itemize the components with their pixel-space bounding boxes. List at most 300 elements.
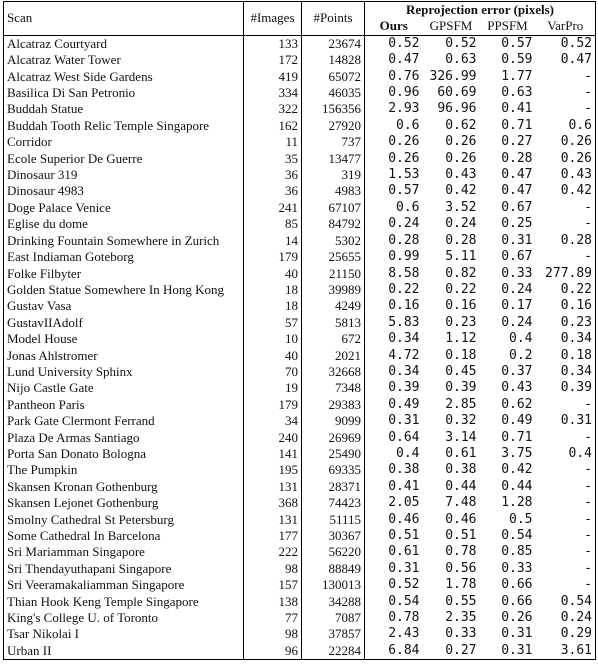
error-ppsfm-cell: 0.31 <box>501 626 533 642</box>
table-row <box>4 413 596 429</box>
error-varpro-cell: 0.52 <box>536 35 596 52</box>
images-count-cell: 141 <box>244 446 302 462</box>
scan-name-cell: Some Cathedral In Barcelona <box>4 528 244 544</box>
images-count-cell: 14 <box>244 233 302 249</box>
error-varpro-cell: 0.24 <box>536 610 596 626</box>
points-count-cell: 130013 <box>302 577 365 593</box>
points-count-cell: 46035 <box>302 85 365 101</box>
scan-name-cell: Sri Thendayuthapani Singapore <box>4 561 244 577</box>
table-row <box>4 479 596 495</box>
error-ours-cell: 0.78 <box>388 610 420 626</box>
error-varpro-cell: - <box>536 544 596 560</box>
scan-name-cell: East Indiaman Goteborg <box>4 249 244 265</box>
error-gpsfm-cell: 0.22 <box>445 281 477 297</box>
scan-name-cell: Basilica Di San Petronio <box>4 85 244 101</box>
error-ours-cell: 0.6 <box>396 199 420 215</box>
error-gpsfm-cell: 2.35 <box>445 610 477 626</box>
images-count-cell: 138 <box>244 594 302 610</box>
scan-name-cell: Park Gate Clermont Ferrand <box>4 413 244 429</box>
points-count-cell: 39989 <box>302 282 365 298</box>
error-ppsfm-cell: 0.66 <box>501 577 533 593</box>
points-count-cell: 88849 <box>302 561 365 577</box>
error-gpsfm-cell: 0.28 <box>445 232 477 248</box>
points-count-cell: 56220 <box>302 544 365 560</box>
table-row <box>4 183 596 199</box>
error-gpsfm-cell: 0.33 <box>445 626 477 642</box>
error-ppsfm-cell: 0.33 <box>501 560 533 576</box>
points-count-cell: 21150 <box>302 266 365 282</box>
error-varpro-cell: - <box>536 249 596 265</box>
images-count-cell: 222 <box>244 544 302 560</box>
scan-name-cell: Sri Veeramakaliamman Singapore <box>4 577 244 593</box>
error-varpro-cell: 0.18 <box>536 348 596 364</box>
error-ppsfm-cell: 3.75 <box>501 445 533 461</box>
error-varpro-cell: - <box>536 528 596 544</box>
points-count-cell: 67107 <box>302 200 365 216</box>
scan-name-cell: Model House <box>4 331 244 347</box>
error-gpsfm-cell: 0.32 <box>445 413 477 429</box>
scan-name-cell: Ecole Superior De Guerre <box>4 151 244 167</box>
images-count-cell: 98 <box>244 626 302 642</box>
table-row <box>4 52 596 68</box>
error-ours-cell: 2.05 <box>388 495 420 511</box>
scan-name-cell: Alcatraz Water Tower <box>4 52 244 68</box>
error-ppsfm-cell: 0.47 <box>501 167 533 183</box>
error-ours-cell: 4.72 <box>388 347 420 363</box>
error-gpsfm-cell: 0.44 <box>445 478 477 494</box>
error-ppsfm-cell: 0.33 <box>501 265 533 281</box>
error-ours-cell: 0.99 <box>388 249 420 265</box>
table-row <box>4 85 596 101</box>
error-varpro-cell: 0.22 <box>536 282 596 298</box>
error-ours-cell: 0.38 <box>388 462 420 478</box>
error-ours-cell: 0.52 <box>388 577 420 593</box>
error-gpsfm-cell: 0.45 <box>445 363 477 379</box>
error-varpro-cell: - <box>536 69 596 85</box>
error-gpsfm-cell: 0.55 <box>445 593 477 609</box>
error-varpro-cell: 0.42 <box>536 183 596 199</box>
error-ppsfm-cell: 0.27 <box>501 134 533 150</box>
table-row <box>4 118 596 134</box>
error-gpsfm-cell: 0.42 <box>445 183 477 199</box>
error-ours-cell: 0.57 <box>388 183 420 199</box>
error-ours-cell: 6.84 <box>365 643 423 660</box>
error-ppsfm-cell: 0.28 <box>501 150 533 166</box>
error-ppsfm-cell: 0.71 <box>501 117 533 133</box>
table-row <box>4 69 596 85</box>
error-ppsfm-cell: 0.24 <box>501 281 533 297</box>
table-row <box>4 282 596 298</box>
images-count-cell: 177 <box>244 528 302 544</box>
images-count-cell: 36 <box>244 167 302 183</box>
images-count-cell: 172 <box>244 52 302 68</box>
error-gpsfm-cell: 0.26 <box>445 134 477 150</box>
scan-name-cell: Skansen Lejonet Gothenburg <box>4 495 244 511</box>
error-varpro-cell: 0.16 <box>536 298 596 314</box>
points-count-cell: 74423 <box>302 495 365 511</box>
points-count-cell: 84792 <box>302 216 365 232</box>
error-varpro-cell: - <box>536 430 596 446</box>
error-varpro-cell: 0.26 <box>536 134 596 150</box>
error-gpsfm-cell: 0.52 <box>423 35 480 52</box>
error-varpro-cell: 0.34 <box>536 331 596 347</box>
scan-name-cell: Alcatraz West Side Gardens <box>4 69 244 85</box>
error-ppsfm-cell: 0.67 <box>501 199 533 215</box>
error-gpsfm-cell: 0.63 <box>445 52 477 68</box>
scan-name-cell: Doge Palace Venice <box>4 200 244 216</box>
images-count-cell: 322 <box>244 101 302 117</box>
error-ours-cell: 0.41 <box>388 478 420 494</box>
points-count-cell: 22284 <box>302 643 365 660</box>
table-row <box>4 348 596 364</box>
error-gpsfm-cell: 0.62 <box>445 117 477 133</box>
table-body <box>4 35 596 659</box>
images-count-cell: 131 <box>244 512 302 528</box>
error-ours-cell: 0.34 <box>388 331 420 347</box>
error-ours-cell: 0.24 <box>388 216 420 232</box>
images-count-cell: 10 <box>244 331 302 347</box>
scan-name-cell: Dinosaur 319 <box>4 167 244 183</box>
error-varpro-cell: - <box>536 577 596 593</box>
error-varpro-cell: 0.47 <box>536 52 596 68</box>
images-count-cell: 36 <box>244 183 302 199</box>
points-count-cell: 13477 <box>302 151 365 167</box>
scan-name-cell: King's College U. of Toronto <box>4 610 244 626</box>
table-row <box>4 298 596 314</box>
images-count-cell: 18 <box>244 298 302 314</box>
error-ppsfm-cell: 0.62 <box>501 396 533 412</box>
points-count-cell: 9099 <box>302 413 365 429</box>
error-ours-cell: 0.26 <box>388 134 420 150</box>
error-varpro-cell: 0.34 <box>536 364 596 380</box>
header-method-varpro: VarPro <box>536 18 596 35</box>
points-count-cell: 4983 <box>302 183 365 199</box>
error-ppsfm-cell: 0.63 <box>501 85 533 101</box>
images-count-cell: 162 <box>244 118 302 134</box>
error-ppsfm-cell: 0.44 <box>501 478 533 494</box>
table-row <box>4 101 596 117</box>
table-row <box>4 35 596 52</box>
scan-name-cell: Nijo Castle Gate <box>4 380 244 396</box>
error-ours-cell: 0.51 <box>388 528 420 543</box>
points-count-cell: 25490 <box>302 446 365 462</box>
points-count-cell: 51115 <box>302 512 365 528</box>
scan-name-cell: Smolny Cathedral St Petersburg <box>4 512 244 528</box>
table-row <box>4 380 596 396</box>
error-gpsfm-cell: 3.14 <box>445 429 477 445</box>
scan-name-cell: Thian Hook Keng Temple Singapore <box>4 594 244 610</box>
error-gpsfm-cell: 0.56 <box>445 560 477 576</box>
images-count-cell: 98 <box>244 561 302 577</box>
error-gpsfm-cell: 3.52 <box>445 199 477 215</box>
error-ours-cell: 2.93 <box>388 101 420 117</box>
error-varpro-cell: - <box>536 512 596 528</box>
error-ours-cell: 0.46 <box>388 511 420 527</box>
error-ppsfm-cell: 0.31 <box>501 232 533 248</box>
error-varpro-cell: - <box>536 101 596 117</box>
scan-name-cell: Dinosaur 4983 <box>4 183 244 199</box>
error-ours-cell: 8.58 <box>388 265 420 281</box>
error-ppsfm-cell: 0.49 <box>501 413 533 429</box>
points-count-cell: 4249 <box>302 298 365 314</box>
error-ours-cell: 0.22 <box>388 281 420 297</box>
error-ours-cell: 0.16 <box>388 298 420 314</box>
points-count-cell: 69335 <box>302 462 365 478</box>
error-ppsfm-cell: 0.25 <box>501 216 533 232</box>
images-count-cell: 419 <box>244 69 302 85</box>
error-varpro-cell: - <box>536 200 596 216</box>
table-row <box>4 216 596 232</box>
images-count-cell: 77 <box>244 610 302 626</box>
scan-name-cell: Lund University Sphinx <box>4 364 244 380</box>
scan-name-cell: Buddah Tooth Relic Temple Singapore <box>4 118 244 134</box>
error-ours-cell: 0.61 <box>388 544 420 560</box>
points-count-cell: 156356 <box>302 101 365 117</box>
images-count-cell: 34 <box>244 413 302 429</box>
points-count-cell: 32668 <box>302 364 365 380</box>
images-count-cell: 179 <box>244 249 302 265</box>
error-varpro-cell: 0.28 <box>536 233 596 249</box>
error-ours-cell: 0.31 <box>388 413 420 429</box>
header-reprojection-error: Reprojection error (pixels) <box>365 2 596 19</box>
error-gpsfm-cell: 0.39 <box>445 380 477 396</box>
error-gpsfm-cell: 0.18 <box>445 347 477 363</box>
error-varpro-cell: 0.39 <box>536 380 596 396</box>
error-ours-cell: 0.76 <box>388 68 420 84</box>
points-count-cell: 2021 <box>302 348 365 364</box>
images-count-cell: 240 <box>244 430 302 446</box>
table-row <box>4 430 596 446</box>
error-ppsfm-cell: 0.71 <box>501 429 533 445</box>
images-count-cell: 18 <box>244 282 302 298</box>
table-row <box>4 446 596 462</box>
header-points: #Points <box>302 2 365 36</box>
error-ours-cell: 0.52 <box>365 35 423 52</box>
images-count-cell: 19 <box>244 380 302 396</box>
points-count-cell: 37857 <box>302 626 365 642</box>
points-count-cell: 65072 <box>302 69 365 85</box>
scan-name-cell: The Pumpkin <box>4 462 244 478</box>
table-row <box>4 167 596 183</box>
images-count-cell: 85 <box>244 216 302 232</box>
images-count-cell: 368 <box>244 495 302 511</box>
table-row <box>4 561 596 577</box>
header-method-ppsfm: PPSFM <box>487 18 528 34</box>
images-count-cell: 334 <box>244 85 302 101</box>
points-count-cell: 23674 <box>302 35 365 52</box>
error-ours-cell: 0.47 <box>388 52 420 68</box>
error-varpro-cell: 0.54 <box>536 594 596 610</box>
error-varpro-cell: - <box>536 479 596 495</box>
table-row <box>4 512 596 528</box>
scan-name-cell: Tsar Nikolai I <box>4 626 244 642</box>
error-ppsfm-cell: 0.17 <box>501 298 533 314</box>
scan-name-cell: Alcatraz Courtyard <box>4 35 244 52</box>
error-ppsfm-cell: 0.41 <box>501 101 533 117</box>
images-count-cell: 195 <box>244 462 302 478</box>
error-ppsfm-cell: 0.66 <box>501 593 533 609</box>
error-ours-cell: 0.4 <box>396 445 420 461</box>
table-row <box>4 315 596 331</box>
error-gpsfm-cell: 5.11 <box>445 249 477 265</box>
error-gpsfm-cell: 0.38 <box>445 462 477 478</box>
scan-name-cell: Jonas Ahlstromer <box>4 348 244 364</box>
header-images: #Images <box>244 2 302 36</box>
results-table-container <box>3 1 595 660</box>
error-gpsfm-cell: 2.85 <box>445 396 477 412</box>
scan-name-cell: GustavIIAdolf <box>4 315 244 331</box>
images-count-cell: 70 <box>244 364 302 380</box>
error-varpro-cell: - <box>536 462 596 478</box>
table-row <box>4 397 596 413</box>
table-row <box>4 249 596 265</box>
table-row <box>4 643 596 660</box>
error-gpsfm-cell: 1.78 <box>445 577 477 593</box>
error-ppsfm-cell: 1.28 <box>501 495 533 511</box>
error-gpsfm-cell: 0.16 <box>445 298 477 314</box>
error-gpsfm-cell: 0.23 <box>445 314 477 330</box>
error-varpro-cell: - <box>536 85 596 101</box>
error-ppsfm-cell: 1.77 <box>501 68 533 84</box>
table-row <box>4 610 596 626</box>
images-count-cell: 96 <box>244 643 302 660</box>
scan-name-cell: Drinking Fountain Somewhere in Zurich <box>4 233 244 249</box>
error-varpro-cell: 0.23 <box>536 315 596 331</box>
points-count-cell: 672 <box>302 331 365 347</box>
table-row <box>4 544 596 560</box>
table-row <box>4 462 596 478</box>
error-gpsfm-cell: 96.96 <box>437 101 477 117</box>
error-ppsfm-cell: 0.67 <box>501 249 533 265</box>
scan-name-cell: Plaza De Armas Santiago <box>4 430 244 446</box>
points-count-cell: 319 <box>302 167 365 183</box>
table-row <box>4 200 596 216</box>
error-varpro-cell: 0.6 <box>536 118 596 134</box>
table-row <box>4 233 596 249</box>
error-varpro-cell: - <box>536 495 596 511</box>
error-gpsfm-cell: 60.69 <box>437 85 477 101</box>
error-ours-cell: 0.28 <box>388 232 420 248</box>
error-ppsfm-cell: 0.26 <box>501 610 533 626</box>
error-ours-cell: 0.26 <box>388 150 420 166</box>
images-count-cell: 11 <box>244 134 302 150</box>
images-count-cell: 40 <box>244 266 302 282</box>
header-method-ours: Ours <box>379 18 408 34</box>
scan-name-cell: Eglise du dome <box>4 216 244 232</box>
table-row <box>4 594 596 610</box>
error-gpsfm-cell: 1.12 <box>445 331 477 347</box>
error-ours-cell: 0.34 <box>388 363 420 379</box>
error-ours-cell: 0.31 <box>388 560 420 576</box>
error-gpsfm-cell: 0.27 <box>423 643 480 660</box>
table-row <box>4 331 596 347</box>
error-ours-cell: 5.83 <box>388 314 420 330</box>
scan-name-cell: Porta San Donato Bologna <box>4 446 244 462</box>
error-ppsfm-cell: 0.57 <box>480 35 536 52</box>
table-row <box>4 528 596 544</box>
points-count-cell: 7087 <box>302 610 365 626</box>
error-varpro-cell: 277.89 <box>536 266 596 282</box>
error-varpro-cell: 0.26 <box>536 151 596 167</box>
error-gpsfm-cell: 0.82 <box>445 265 477 281</box>
error-ppsfm-cell: 0.37 <box>501 363 533 379</box>
error-ours-cell: 0.39 <box>388 380 420 396</box>
points-count-cell: 5813 <box>302 315 365 331</box>
points-count-cell: 30367 <box>302 528 365 544</box>
table-row <box>4 577 596 593</box>
scan-name-cell: Buddah Statue <box>4 101 244 117</box>
table-row <box>4 151 596 167</box>
error-gpsfm-cell: 7.48 <box>445 495 477 511</box>
points-count-cell: 29383 <box>302 397 365 413</box>
error-varpro-cell: 0.31 <box>536 413 596 429</box>
error-ppsfm-cell: 0.2 <box>509 347 533 363</box>
error-gpsfm-cell: 326.99 <box>429 68 477 84</box>
reprojection-error-table <box>3 1 596 660</box>
table-row <box>4 266 596 282</box>
scan-name-cell: Pantheon Paris <box>4 397 244 413</box>
error-ours-cell: 2.43 <box>388 626 420 642</box>
points-count-cell: 28371 <box>302 479 365 495</box>
table-row <box>4 626 596 642</box>
scan-name-cell: Urban II <box>4 643 244 660</box>
scan-name-cell: Folke Filbyter <box>4 266 244 282</box>
error-ppsfm-cell: 0.85 <box>501 544 533 560</box>
header-scan: Scan <box>4 2 244 36</box>
error-gpsfm-cell: 0.26 <box>445 150 477 166</box>
error-ppsfm-cell: 0.42 <box>501 462 533 478</box>
points-count-cell: 27920 <box>302 118 365 134</box>
error-ours-cell: 0.6 <box>396 117 420 133</box>
points-count-cell: 737 <box>302 134 365 150</box>
images-count-cell: 179 <box>244 397 302 413</box>
error-gpsfm-cell: 0.46 <box>445 511 477 527</box>
images-count-cell: 133 <box>244 35 302 52</box>
table-row <box>4 134 596 150</box>
scan-name-cell: Corridor <box>4 134 244 150</box>
points-count-cell: 7348 <box>302 380 365 396</box>
error-varpro-cell: - <box>536 561 596 577</box>
error-varpro-cell: 0.4 <box>536 446 596 462</box>
error-gpsfm-cell: 0.24 <box>445 216 477 232</box>
error-ppsfm-cell: 0.43 <box>501 380 533 396</box>
error-ppsfm-cell: 0.5 <box>509 511 533 527</box>
points-count-cell: 25655 <box>302 249 365 265</box>
error-ppsfm-cell: 0.47 <box>501 183 533 199</box>
error-varpro-cell: 0.43 <box>536 167 596 183</box>
scan-name-cell: Sri Mariamman Singapore <box>4 544 244 560</box>
scan-name-cell: Golden Statue Somewhere In Hong Kong <box>4 282 244 298</box>
error-ours-cell: 0.64 <box>388 429 420 445</box>
images-count-cell: 57 <box>244 315 302 331</box>
scan-name-cell: Skansen Kronan Gothenburg <box>4 479 244 495</box>
points-count-cell: 26969 <box>302 430 365 446</box>
images-count-cell: 40 <box>244 348 302 364</box>
error-varpro-cell: 3.61 <box>536 643 596 660</box>
scan-name-cell: Gustav Vasa <box>4 298 244 314</box>
table-row <box>4 495 596 511</box>
points-count-cell: 34288 <box>302 594 365 610</box>
error-gpsfm-cell: 0.61 <box>445 445 477 461</box>
images-count-cell: 131 <box>244 479 302 495</box>
error-ppsfm-cell: 0.24 <box>501 314 533 330</box>
error-ours-cell: 0.49 <box>388 396 420 412</box>
error-ppsfm-cell: 0.59 <box>501 52 533 68</box>
error-ours-cell: 0.96 <box>388 85 420 101</box>
error-gpsfm-cell: 0.43 <box>445 167 477 183</box>
error-varpro-cell: - <box>536 397 596 413</box>
error-gpsfm-cell: 0.51 <box>445 528 477 543</box>
